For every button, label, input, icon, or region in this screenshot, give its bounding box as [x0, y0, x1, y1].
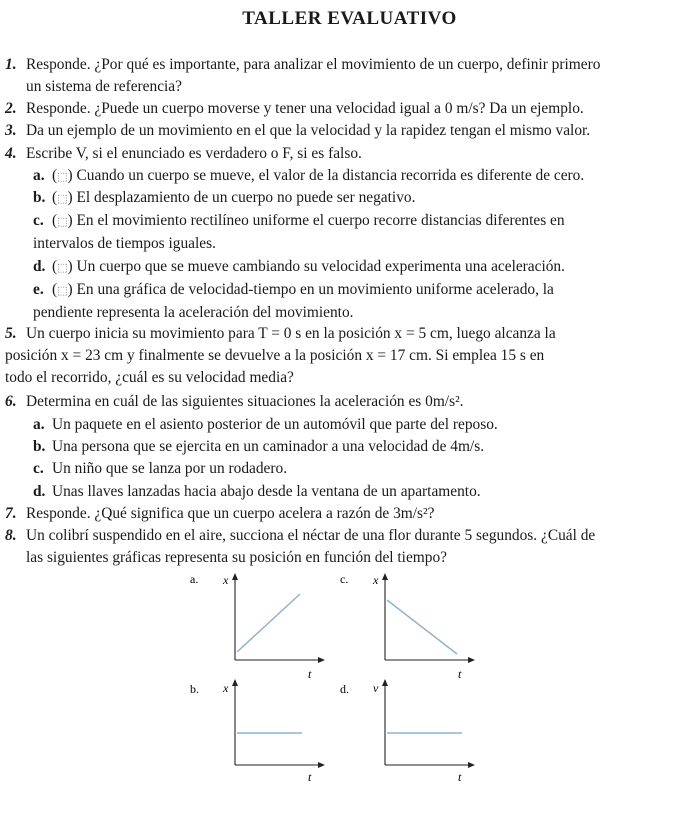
question-4	[5, 143, 645, 165]
q6-item-b: b. Una persona que se ejercita en un caminador a una velocidad de 4m/s.	[33, 438, 485, 455]
x-axis-arrow-icon	[468, 762, 475, 768]
question-3	[5, 120, 645, 142]
x-axis-label: t	[458, 770, 462, 784]
question-number: 4.	[5, 145, 17, 162]
checkbox-placeholder[interactable]: ⬚	[57, 215, 68, 228]
graph-label: d.	[340, 682, 349, 696]
question-8: 8. Un colibrí suspendido en el aire, succiona el néctar de una flor durante 5 segundos. ¿Cuál de las siguientes gráficas representa su posición en función del tiempo?	[5, 527, 596, 566]
x-axis-label: t	[458, 667, 462, 680]
y-axis-arrow-icon	[382, 679, 388, 686]
x-axis-arrow-icon	[468, 657, 475, 663]
page-title: TALLER EVALUATIVO	[242, 8, 457, 29]
question-1	[5, 54, 645, 98]
y-axis-label: x	[223, 681, 229, 695]
graph-a	[190, 570, 340, 680]
q6-item-a: a. Un paquete en el asiento posterior de un automóvil que parte del reposo.	[33, 416, 498, 433]
question-number: 7.	[5, 505, 17, 522]
question-text: Da un ejemplo de un movimiento en el que la velocidad y la rapidez tengan el mismo valor.	[26, 122, 591, 139]
y-axis-arrow-icon	[232, 679, 238, 686]
question-text: Responde. ¿Puede un cuerpo moverse y tener una velocidad igual a 0 m/s? Da un ejemplo.	[26, 100, 584, 117]
graph-line	[237, 594, 300, 652]
graph-label: b.	[190, 682, 199, 696]
q6-item-c: c. Un niño que se lanza por un rodadero.	[33, 460, 288, 477]
graph-d	[340, 670, 490, 785]
checkbox-placeholder[interactable]: ⬚	[57, 170, 68, 183]
question-number: 6.	[5, 393, 17, 410]
question-text: Escribe V, si el enunciado es verdadero o F, si es falso.	[26, 145, 362, 162]
x-axis-arrow-icon	[318, 657, 325, 663]
question-number: 3.	[5, 122, 17, 139]
q4-item-e: e. (⬚) En una gráfica de velocidad-tiempo en un movimiento uniforme acelerado, la pendiente representa la aceleración del movimiento.	[33, 281, 554, 321]
question-2	[5, 98, 645, 120]
question-7: 7. Responde. ¿Qué significa que un cuerpo acelera a razón de 3m/s²?	[5, 503, 645, 525]
question-text: Responde. ¿Por qué es importante, para analizar el movimiento de un cuerpo, definir primero	[26, 56, 601, 73]
q4-item-c: c. (⬚) En el movimiento rectilíneo uniforme el cuerpo recorre distancias diferentes en intervalos de tiempos iguales.	[33, 212, 565, 252]
x-axis-label: t	[308, 667, 312, 680]
checkbox-placeholder[interactable]: ⬚	[57, 284, 68, 297]
question-number: 5.	[5, 325, 17, 342]
q4-item-a: a. (⬚) Cuando un cuerpo se mueve, el valor de la distancia recorrida es diferente de cero.	[33, 167, 585, 184]
question-number: 8.	[5, 527, 17, 544]
checkbox-placeholder[interactable]: ⬚	[57, 261, 68, 274]
x-axis-arrow-icon	[318, 762, 325, 768]
checkbox-placeholder[interactable]: ⬚	[57, 192, 68, 205]
q4-item-d: d. (⬚) Un cuerpo que se mueve cambiando su velocidad experimenta una aceleración.	[33, 258, 565, 275]
y-axis-label: x	[373, 573, 379, 587]
y-axis-label: x	[223, 573, 229, 587]
graph-c	[340, 570, 490, 680]
question-text-cont: un sistema de referencia?	[26, 77, 182, 95]
y-axis-arrow-icon	[382, 573, 388, 580]
question-5: 5. Un cuerpo inicia su movimiento para T = 0 s en la posición x = 5 cm, luego alcanza la posición x = 23 cm y finalmente se devuelve a la posición x = 17 cm. Si emplea 15 s en todo el recorrido, ¿cuál es su velocidad media?	[5, 325, 556, 386]
y-axis-label: v	[373, 681, 379, 695]
graph-b	[190, 670, 340, 785]
y-axis-arrow-icon	[232, 573, 238, 580]
graph-line	[387, 600, 457, 654]
question-number: 2.	[5, 100, 17, 117]
q4-item-b: b. (⬚) El desplazamiento de un cuerpo no puede ser negativo.	[33, 189, 416, 206]
question-number: 1.	[5, 56, 17, 73]
q6-item-d: d. Unas llaves lanzadas hacia abajo desde la ventana de un apartamento.	[33, 483, 481, 500]
question-6: 6. Determina en cuál de las siguientes situaciones la aceleración es 0m/s².	[5, 391, 645, 413]
graph-label: c.	[340, 572, 349, 586]
x-axis-label: t	[308, 770, 312, 784]
graph-label: a.	[190, 572, 199, 586]
